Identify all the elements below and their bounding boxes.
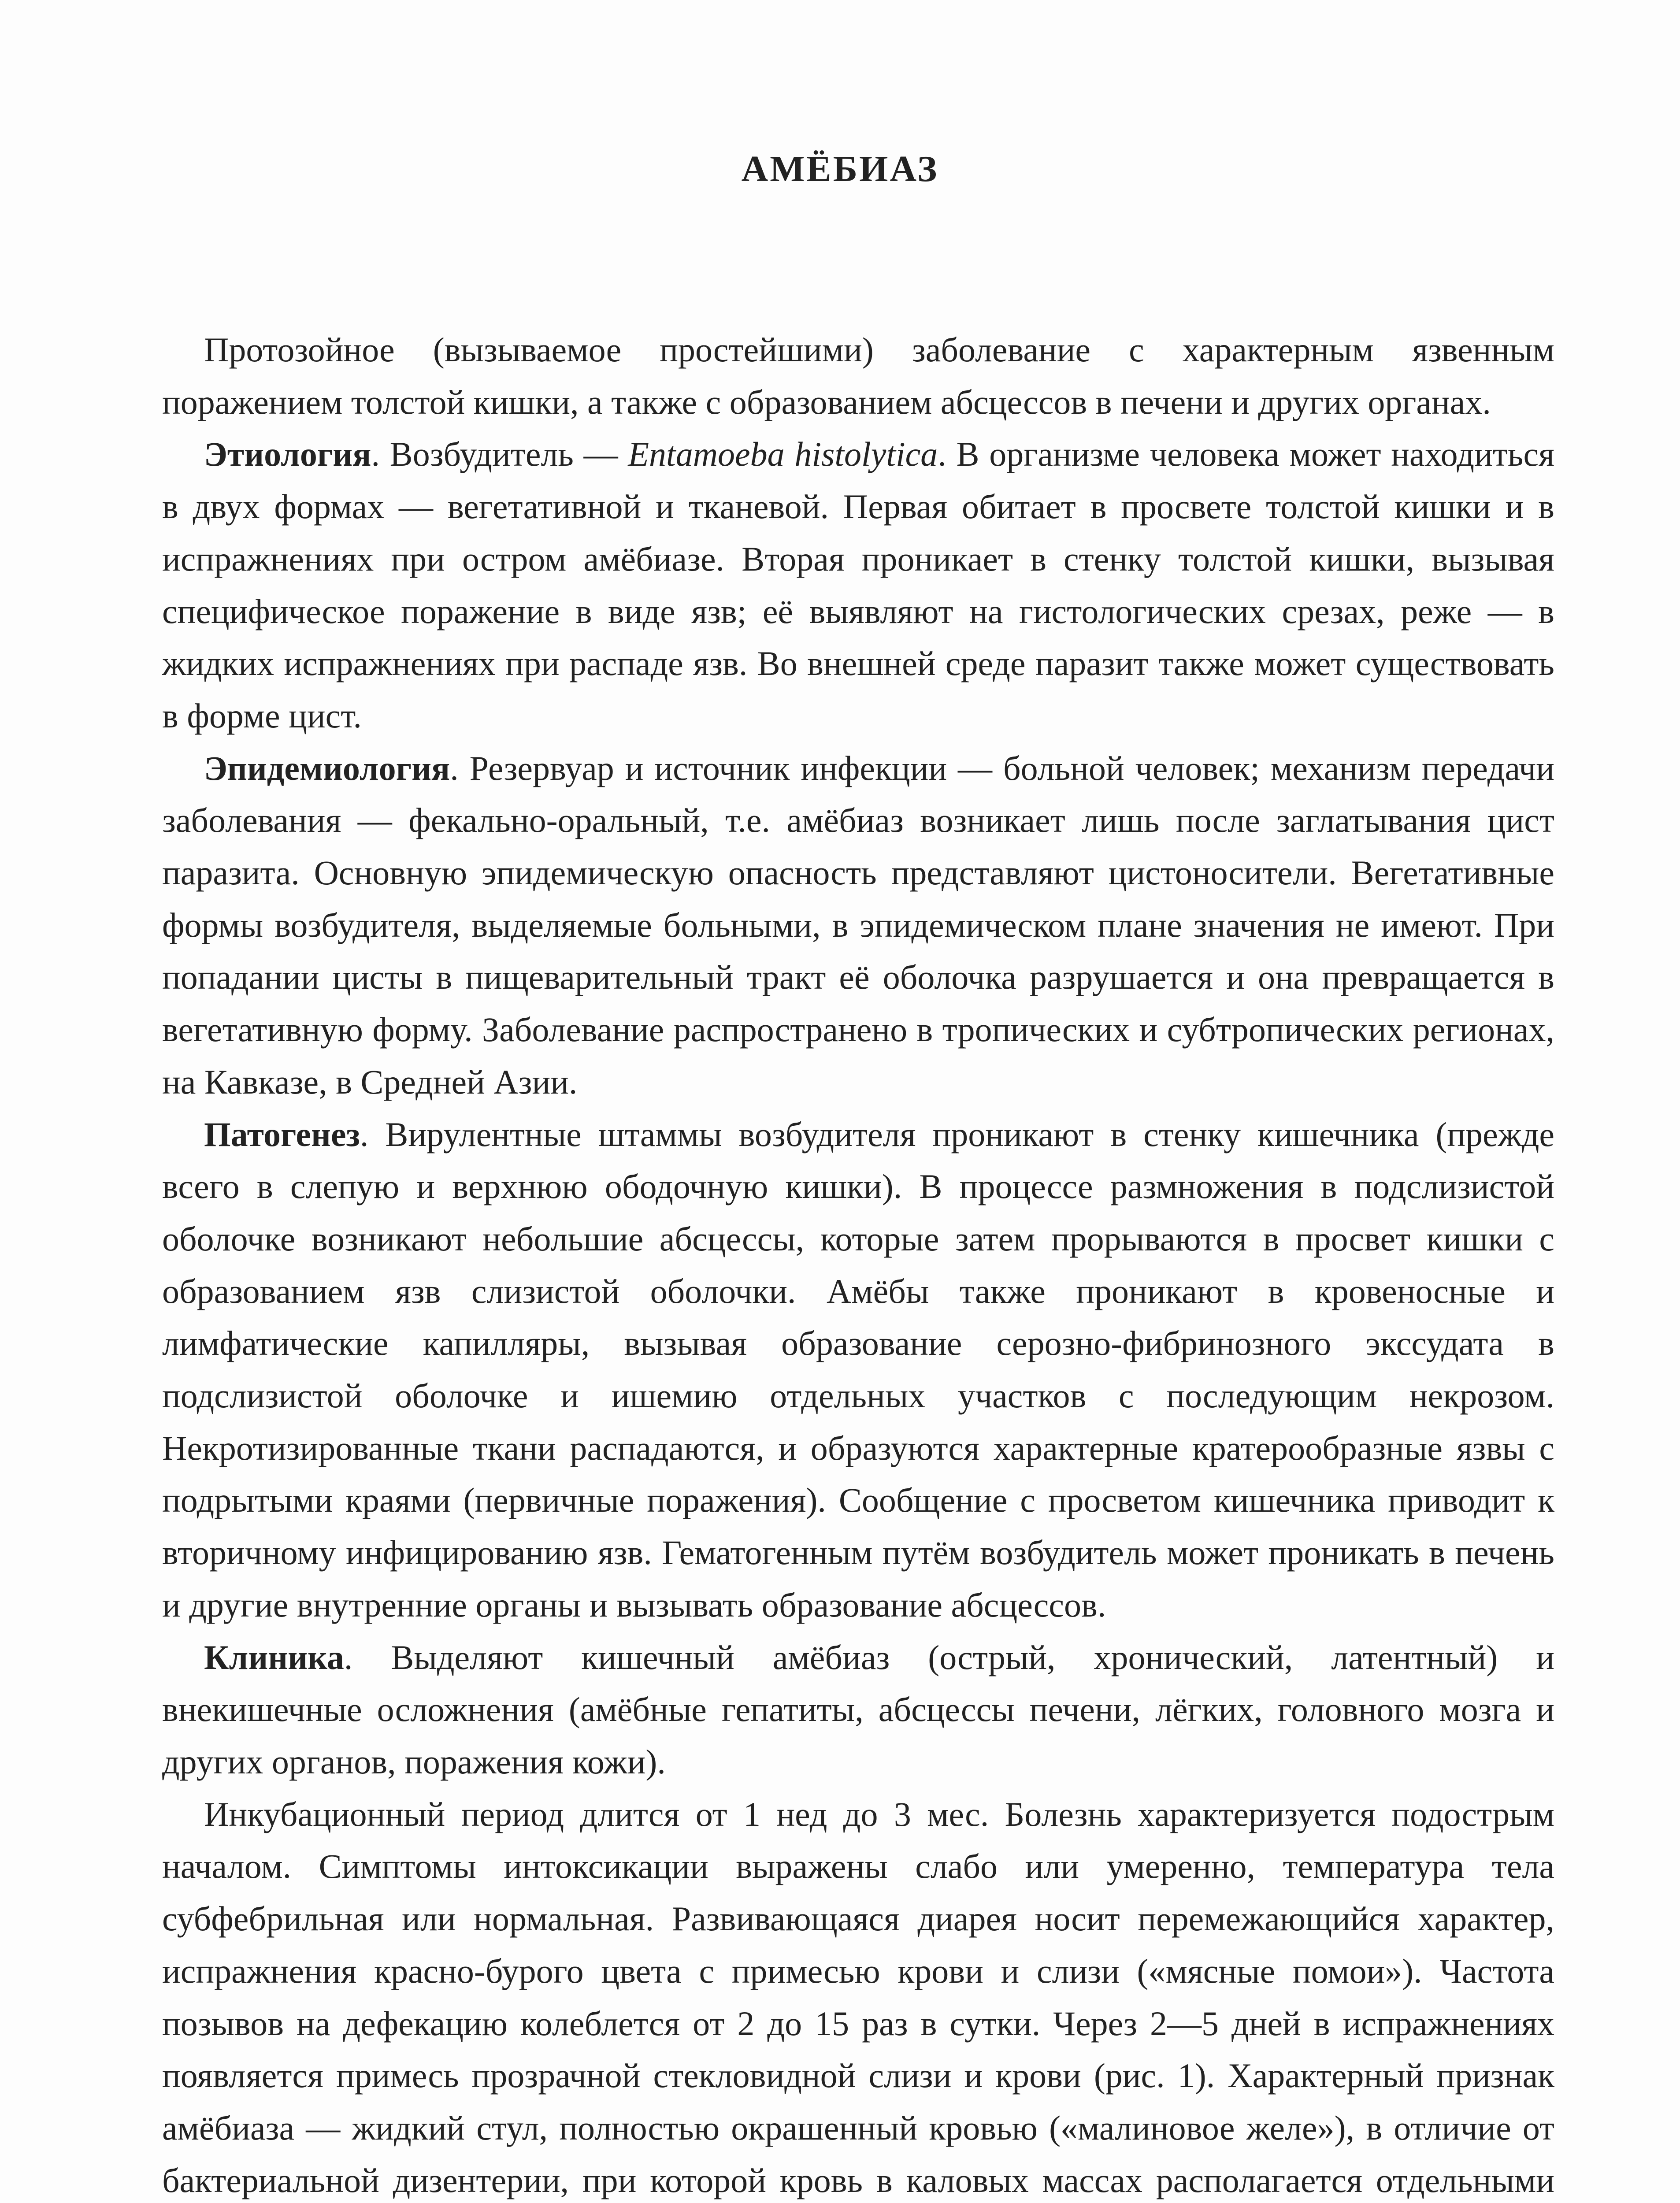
incubation-paragraph: Инкубационный период длится от 1 нед до 3 мес. Болезнь характеризуется подострым началом. Симптомы интоксикации выражены слабо или умеренно, температура тела субфебрильная или нормальная. Развивающаяся диарея носит перемежающийся характер, испражнения красно-бурого цвета с примесью крови и слизи («мясные помои»). Частота позывов на дефекацию колеблется от 2 до 15 раз в сутки. Через 2—5 дней в испражнениях появляется примесь прозрачной стекловидной слизи и крови (рис. 1). Характерный признак амёбиаза — жидкий стул, полностью окрашенный кровью («малиновое желе»), в отличие от бактериальной дизентерии, при которой кровь в каловых массах располагается отдельными: [162, 1795, 1554, 2199]
article-body: [162, 324, 1554, 2203]
pathogenesis-paragraph: [162, 1109, 1554, 1632]
intro-paragraph: Протозойное (вызываемое простейшими) заболевание с характерным язвенным поражением толстой кишки, а также с образованием абсцессов в печени и других органах.: [162, 330, 1554, 421]
clinic-text: . Выделяют кишечный амёбиаз (острый, хронический, латентный) и внекишечные осложнения (амёбные гепатиты, абсцессы печени, лёгких, головного мозга и других органов, поражения кожи).: [162, 1638, 1554, 1781]
pathogenesis-heading: Патогенез: [204, 1115, 360, 1153]
etiology-paragraph: [162, 428, 1554, 742]
epidemiology-text: . Резервуар и источник инфекции — больной человек; механизм передачи заболевания — фекально-оральный, т.е. амёбиаз возникает лишь после заглатывания цист паразита. Основную эпидемическую опасность представляют цистоносители. Вегетативные формы возбудителя, выделяемые больными, в эпидемическом плане значения не имеют. При попадании цисты в пищеварительный тракт её оболочка разрушается и она превращается в вегетативную форму. Заболевание распространено в тропических и субтропических регионах, на Кавказе, в Средней Азии.: [162, 749, 1554, 1101]
epidemiology-heading: Эпидемиология: [204, 749, 450, 787]
etiology-heading: Этиология: [204, 435, 371, 474]
etiology-text-before: . Возбудитель —: [371, 435, 628, 474]
clinic-heading: Клиника: [204, 1638, 344, 1676]
clinic-paragraph: [162, 1632, 1554, 1788]
etiology-text-after: . В организме человека может находиться в двух формах — вегетативной и тканевой. Первая обитает в просвете толстой кишки и в испражнениях при остром амёбиазе. Вторая проникает в стенку толстой кишки, вызывая специфическое поражение в виде язв; её выявляют на гистологических срезах, реже — в жидких испражнениях при распаде язв. Во внешней среде паразит также может существовать в форме цист.: [162, 435, 1555, 735]
page-title: АМЁБИАЗ: [741, 148, 939, 189]
etiology-pathogen: Entamoeba histolytica: [628, 435, 938, 474]
epidemiology-paragraph: [162, 742, 1554, 1109]
pathogenesis-text: . Вирулентные штаммы возбудителя проникают в стенку кишечника (прежде всего в слепую и верхнюю ободочную кишки). В процессе размножения в подслизистой оболочке возникают небольшие абсцессы, которые затем прорываются в просвет кишки с образованием язв слизистой оболочки. Амёбы также проникают в кровеносные и лимфатические капилляры, вызывая образование серозно-фибринозного экссудата в подслизистой оболочке и ишемию отдельных участков с последующим некрозом. Некротизированные ткани распадаются, и образуются характерные кратерообразные язвы с подрытыми краями (первичные поражения). Сообщение с просветом кишечника приводит к вторичному инфицированию язв. Гематогенным путём возбудитель может проникать в печень и другие внутренние органы и вызывать образование абсцессов.: [162, 1115, 1554, 1624]
